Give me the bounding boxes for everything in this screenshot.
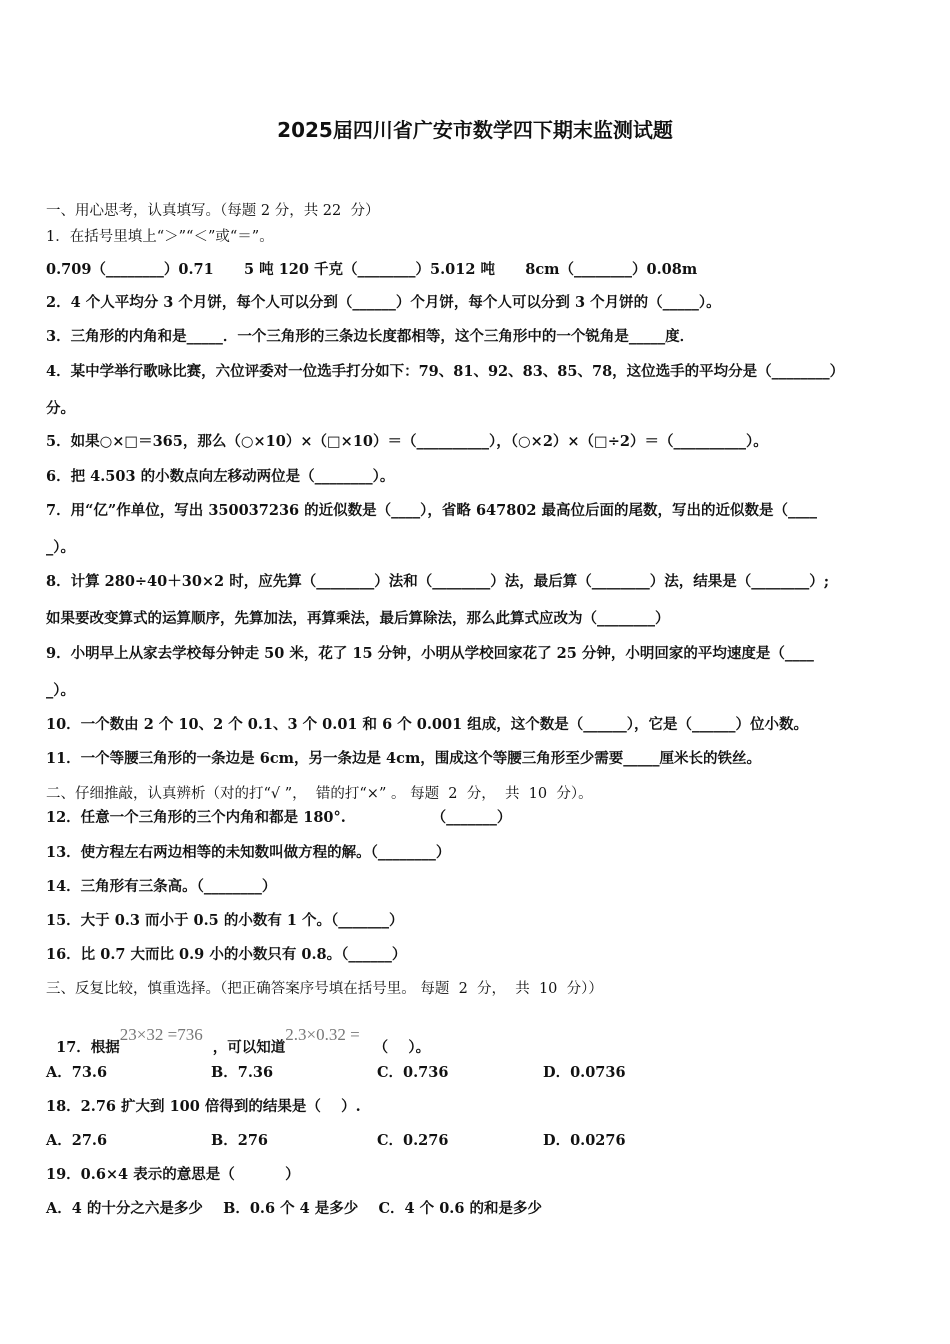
question-17-suffix: （ ）。 (373, 1039, 431, 1056)
question-17-option-b: B．7.36 (211, 1064, 274, 1081)
question-19-options: A．4 的十分之六是多少 B．0.6 个 4 是多少 C．4 个 0.6 的和是多少 (46, 1200, 542, 1217)
question-17-middle: ，可以知道 (212, 1039, 286, 1056)
question-17-formula-2: 2.3×0.32 = (285, 1025, 360, 1044)
section-2-header: 二、仔细推敲，认真辨析（对的打“√ ”， 错的打“×” 。 每题 2 分， 共 10 分）。 (46, 786, 593, 802)
question-17-prefix: 17．根据 (56, 1039, 120, 1056)
question-2: 2．4 个人平均分 3 个月饼，每个人可以分到（______）个月饼，每个人可以分到 3 个月饼的（_____）。 (46, 294, 721, 311)
question-14: 14．三角形有三条高。（________） (46, 878, 277, 895)
question-12: 12．任意一个三角形的三个内角和都是 180°. （_______） (46, 809, 512, 826)
question-18: 18．2.76 扩大到 100 倍得到的结果是（ ）. (46, 1098, 361, 1115)
question-9: 9．小明早上从家去学校每分钟走 50 米，花了 15 分钟，小明从学校回家花了 25 分钟，小明回家的平均速度是（____ (46, 645, 814, 662)
question-8: 8．计算 280÷40＋30×2 时，应先算（________）法和（________）法，最后算（________）法，结果是（________）; (46, 573, 830, 590)
question-18-option-a: A．27.6 (46, 1132, 108, 1149)
question-17-option-c: C．0.736 (377, 1064, 449, 1081)
question-17-formula-1: 23×32 =736 (119, 1025, 203, 1044)
question-16: 16．比 0.7 大而比 0.9 小的小数只有 0.8。（______） (46, 946, 407, 963)
question-17-option-d: D．0.0736 (543, 1064, 626, 1081)
question-7-cont: _）。 (46, 539, 75, 556)
question-18-option-b: B．276 (211, 1132, 269, 1149)
question-18-option-c: C．0.276 (377, 1132, 449, 1149)
question-17-option-a: A．73.6 (46, 1064, 108, 1081)
question-17 (46, 1017, 430, 1058)
page-title: 2025届四川省广安市数学四下期末监测试题 (277, 118, 673, 142)
question-1-items: 0.709（________）0.71 5 吨 120 千克（________）5.012 吨 8cm（________）0.08m (46, 261, 698, 278)
question-15: 15．大于 0.3 而小于 0.5 的小数有 1 个。（_______） (46, 912, 404, 929)
section-3-header: 三、反复比较，慎重选择。（把正确答案序号填在括号里。 每题 2 分， 共 10 分）） (46, 981, 603, 997)
question-19: 19．0.6×4 表示的意思是（ ） (46, 1166, 300, 1183)
question-6: 6．把 4.503 的小数点向左移动两位是（________）。 (46, 468, 395, 485)
section-1-header: 一、用心思考，认真填写。（每题 2 分，共 22 分） (46, 203, 380, 219)
question-10: 10．一个数由 2 个 10、2 个 0.1、3 个 0.01 和 6 个 0.001 组成，这个数是（______），它是（______）位小数。 (46, 716, 808, 733)
question-4-cont: 分。 (46, 400, 75, 417)
question-11: 11．一个等腰三角形的一条边是 6cm，另一条边是 4cm，围成这个等腰三角形至少需要_____厘米长的铁丝。 (46, 750, 762, 767)
question-1: 1．在括号里填上“＞”“＜”或“＝”。 (46, 229, 274, 245)
question-9-cont: _）。 (46, 682, 75, 699)
question-4: 4．某中学举行歌咏比赛，六位评委对一位选手打分如下：79、81、92、83、85、78，这位选手的平均分是（________） (46, 363, 845, 380)
question-8-cont: 如果要改变算式的运算顺序，先算加法，再算乘法，最后算除法，那么此算式应改为（________） (46, 610, 670, 627)
question-5: 5．如果○×□＝365，那么（○×10）×（□×10）＝（__________），（○×2）×（□÷2）＝（__________）。 (46, 433, 768, 450)
question-3: 3．三角形的内角和是_____．一个三角形的三条边长度都相等，这个三角形中的一个锐角是_____度． (46, 328, 695, 345)
question-7: 7．用“亿”作单位，写出 350037236 的近似数是（____），省略 647802 最高位后面的尾数，写出的近似数是（____ (46, 502, 818, 519)
question-18-option-d: D．0.0276 (543, 1132, 626, 1149)
question-13: 13．使方程左右两边相等的未知数叫做方程的解。（________） (46, 844, 451, 861)
